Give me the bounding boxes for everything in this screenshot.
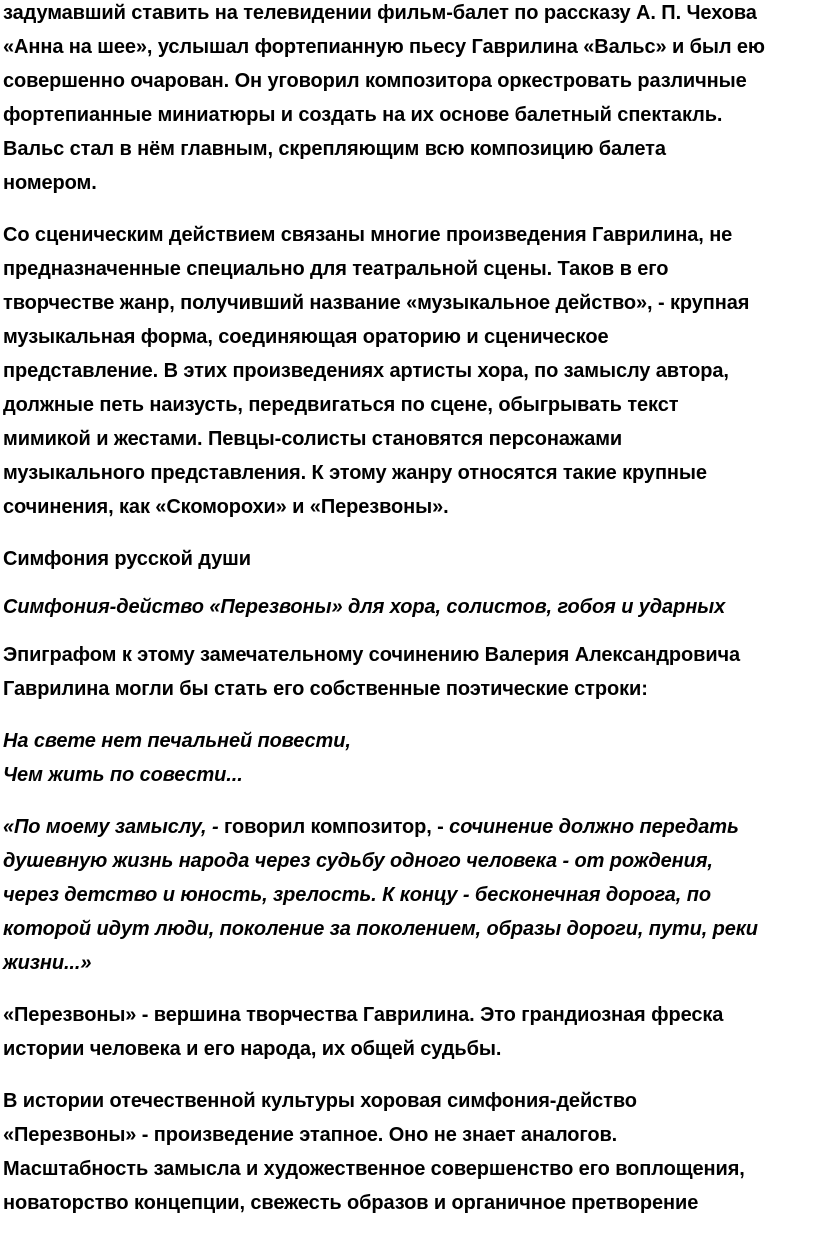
paragraph-epigraph-intro <box>3 638 816 706</box>
text-line: истории человека и его народа, их общей судьбы. <box>3 1038 502 1060</box>
text-line: совершенно очарован. Он уговорил композитора оркестровать различные <box>3 70 747 92</box>
quote-line: душевную жизнь народа через судьбу одного человека - от рождения, <box>3 850 713 872</box>
quote-fragment: сочинение должно передать <box>449 816 739 838</box>
text-line: «Перезвоны» - вершина творчества Гаврилина. Это грандиозная фреска <box>3 1004 724 1026</box>
paragraph-history <box>3 1084 816 1220</box>
poem-line: На свете нет печальней повести, <box>3 730 351 752</box>
text-line: музыкального представления. К этому жанру относятся такие крупные <box>3 462 707 484</box>
section-subheading: Симфония-действо «Перезвоны» для хора, солистов, гобоя и ударных <box>3 596 726 618</box>
paragraph-musical-action <box>3 218 816 524</box>
poem-epigraph <box>3 724 816 792</box>
text-line: мимикой и жестами. Певцы-солисты становятся персонажами <box>3 428 623 450</box>
paragraph-fresco <box>3 998 816 1066</box>
text-line: Вальс стал в нём главным, скрепляющим всю композицию балета <box>3 138 666 160</box>
quote-fragment: «По моему замыслу, - <box>3 816 224 838</box>
text-line: представление. В этих произведениях артисты хора, по замыслу автора, <box>3 360 729 382</box>
text-line: Со сценическим действием связаны многие произведения Гаврилина, не <box>3 224 733 246</box>
quote-line: жизни...» <box>3 952 92 974</box>
text-line: творчестве жанр, получивший название «музыкальное действо», - крупная <box>3 292 750 314</box>
text-line: «Анна на шее», услышал фортепианную пьесу Гаврилина «Вальс» и был ею <box>3 36 765 58</box>
text-line: «Перезвоны» - произведение этапное. Оно не знает аналогов. <box>3 1124 618 1146</box>
text-line: Гаврилина могли бы стать его собственные поэтические строки: <box>3 678 648 700</box>
composer-quote <box>3 810 816 980</box>
text-line: Масштабность замысла и художественное совершенство его воплощения, <box>3 1158 745 1180</box>
text-line: Эпиграфом к этому замечательному сочинению Валерия Александровича <box>3 644 741 666</box>
quote-line <box>3 810 816 844</box>
text-line: новаторство концепции, свежесть образов и органичное претворение <box>3 1192 699 1214</box>
quote-line: через детство и юность, зрелость. К концу - бесконечная дорога, по <box>3 884 711 906</box>
text-line: В истории отечественной культуры хоровая симфония-действо <box>3 1090 637 1112</box>
text-line: должные петь наизусть, передвигаться по сцене, обыгрывать текст <box>3 394 679 416</box>
text-line: номером. <box>3 172 97 194</box>
text-line: задумавший ставить на телевидении фильм-балет по рассказу А. П. Чехова <box>3 2 757 24</box>
text-line: музыкальная форма, соединяющая ораторию и сценическое <box>3 326 609 348</box>
section-heading: Симфония русской души <box>3 548 251 570</box>
text-line: фортепианные миниатюры и создать на их основе балетный спектакль. <box>3 104 723 126</box>
quote-attribution: говорил композитор, - <box>224 816 450 838</box>
text-line: сочинения, как «Скоморохи» и «Перезвоны». <box>3 496 449 518</box>
quote-line: которой идут люди, поколение за поколением, образы дороги, пути, реки <box>3 918 758 940</box>
paragraph-ballet-origin <box>3 0 816 200</box>
text-line: предназначенные специально для театральной сцены. Таков в его <box>3 258 669 280</box>
poem-line: Чем жить по совести... <box>3 764 243 786</box>
